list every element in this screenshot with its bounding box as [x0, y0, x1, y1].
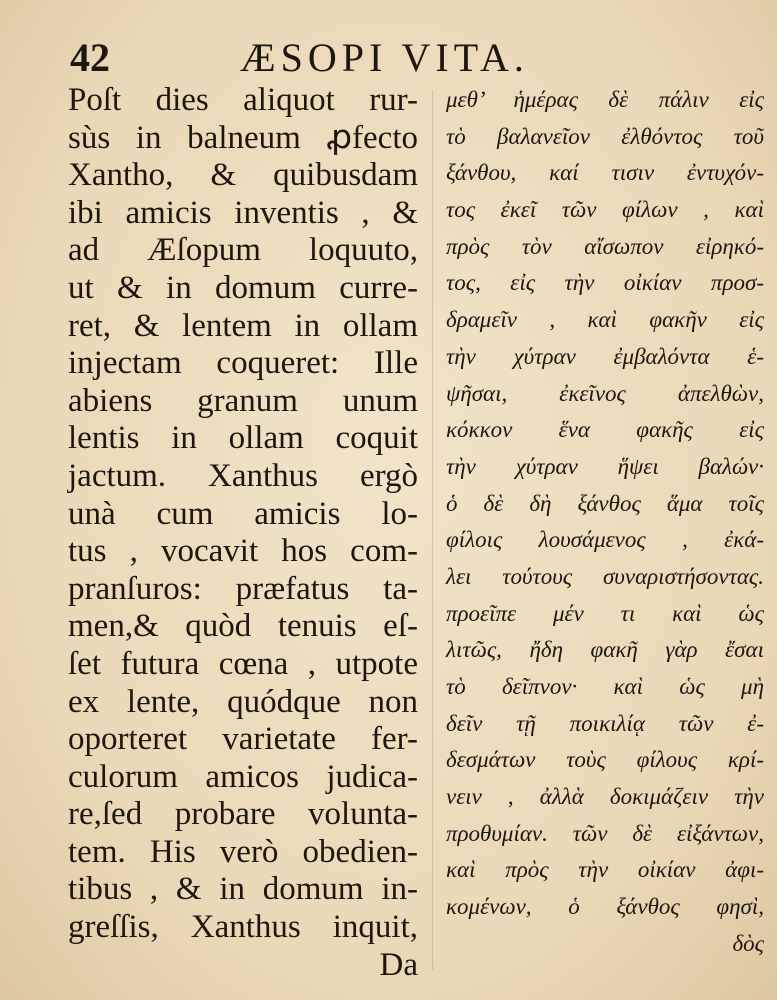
greek-line: προεῖπε μέν τι καὶ ὡς [446, 600, 764, 626]
latin-line: tus , vocavit hos com- [68, 533, 418, 570]
latin-line: tibus , & in domum in- [68, 871, 418, 908]
greek-line: τος ἐκεῖ τῶν φίλων , καὶ [446, 197, 764, 223]
latin-line: Xantho, & quibusdam [68, 157, 418, 194]
latin-line: ad Æſopum loquuto, [68, 232, 418, 269]
latin-line: abiens granum unum [68, 382, 418, 419]
latin-line: sùs in balneum ꝓfecto [68, 119, 418, 156]
latin-line: men,& quòd tenuis eſ- [68, 608, 418, 645]
latin-line: ut & in domum curre- [68, 269, 418, 306]
latin-line: tem. His verò obedien- [68, 833, 418, 870]
greek-line: πρὸς τὸν αἴσωπον εἰρηκό- [446, 233, 764, 259]
greek-line: τὴν χύτραν ἥψει βαλών· [446, 453, 764, 479]
greek-line: τος, εἰς τὴν οἰκίαν προσ- [446, 270, 764, 296]
latin-column [68, 82, 418, 984]
greek-line: δραμεῖν , καὶ φακῆν εἰς [446, 307, 764, 333]
greek-line: ξάνθου, καί τισιν ἐντυχόν- [446, 160, 764, 186]
latin-line: ſet futura cœna , utpote [68, 645, 418, 682]
greek-line: νειν , ἀλλὰ δοκιμάζειν τὴν [446, 784, 764, 810]
greek-line: καὶ πρὸς τὴν οἰκίαν ἀφι- [446, 857, 764, 883]
greek-line: ὁ δὲ δὴ ξάνθος ἅμα τοῖς [446, 490, 764, 516]
latin-line: pranſuros: præfatus ta- [68, 570, 418, 607]
latin-line: Poſt dies aliquot rur- [68, 82, 418, 118]
greek-line: λιτῶς, ἤδη φακῆ γὰρ ἔσαι [446, 637, 764, 663]
latin-line: jactum. Xanthus ergò [68, 457, 418, 494]
latin-line: re,ſed probare volunta- [68, 796, 418, 833]
greek-line: τὸ βαλανεῖον ἐλθόντος τοῦ [446, 123, 764, 149]
greek-line: τὸ δεῖπνον· καὶ ὡς μὴ [446, 674, 764, 699]
running-head: ÆSOPI VITA. [240, 35, 529, 80]
greek-line: μεθ’ ἡμέρας δὲ πάλιν εἰς [446, 87, 764, 112]
page-header [70, 30, 757, 80]
greek-column [446, 82, 764, 963]
latin-line: ibi amicis inventis , & [68, 194, 418, 231]
greek-line: φίλοις λουσάμενος , ἐκά- [446, 527, 764, 553]
catchword: Da [379, 946, 418, 983]
latin-line: lentis in ollam coquit [68, 420, 418, 457]
latin-line: injectam coqueret: Ille [68, 345, 418, 382]
page-number: 42 [70, 35, 110, 80]
greek-line: κομένων, ὁ ξάνθος φησὶ, [446, 894, 764, 920]
greek-line: λει τούτους συναριστήσοντας. [446, 563, 764, 589]
latin-line: culorum amicos judica- [68, 758, 418, 795]
latin-line: ex lente, quódque non [68, 683, 418, 720]
latin-line: ret, & lentem in ollam [68, 307, 418, 344]
greek-line: κόκκον ἕνα φακῆς εἰς [446, 417, 764, 443]
latin-line: oporteret varietate fer- [68, 721, 418, 758]
column-gutter [432, 90, 433, 970]
catchword: δὸς [732, 930, 764, 956]
greek-line: προθυμίαν. τῶν δὲ εἰξάντων, [446, 820, 764, 846]
latin-line: unà cum amicis lo- [68, 495, 418, 532]
greek-line: τὴν χύτραν ἐμβαλόντα ἑ- [446, 343, 764, 369]
greek-line: ψῆσαι, ἐκεῖνος ἀπελθὼν, [446, 380, 764, 406]
latin-line: greſſis, Xanthus inquit, [68, 909, 418, 946]
greek-line: δεῖν τῇ ποικιλίᾳ τῶν ἐ- [446, 710, 764, 736]
greek-line: δεσμάτων τοὺς φίλους κρί- [446, 747, 764, 773]
